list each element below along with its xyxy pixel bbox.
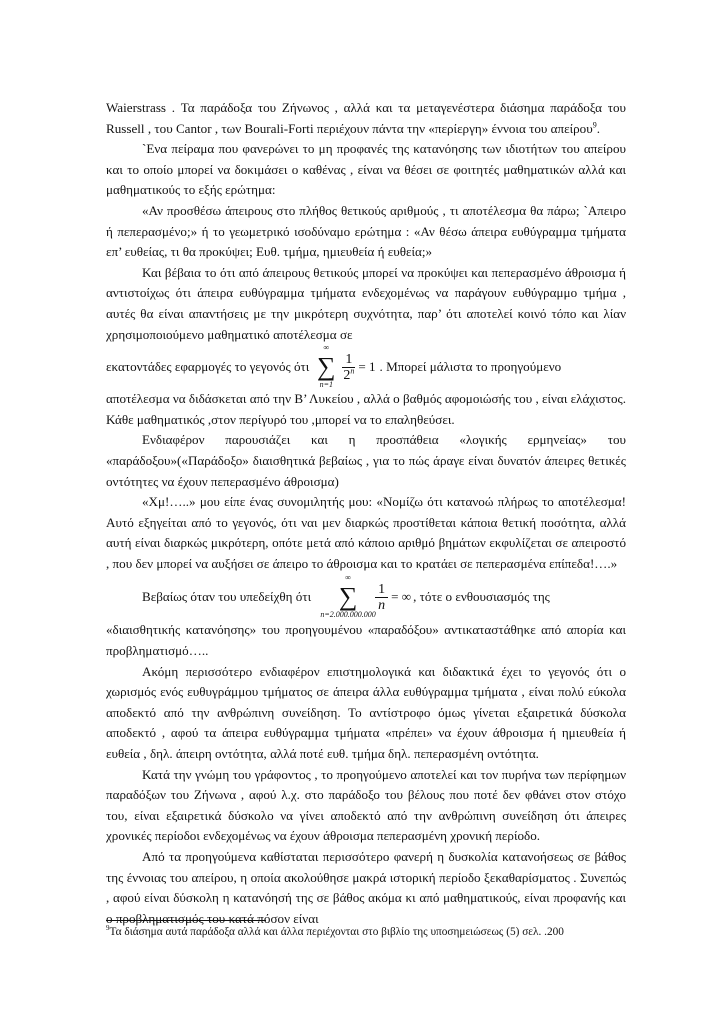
paragraph-6: «Χμ!…..» μου είπε ένας συνομιλητής μου: «Νομίζω ότι κατανοώ πλήρως το αποτέλεσμα! Αυτό εξηγείται από το γεγονός, ότι ναι μεν διαρκώς προστίθεται κάποια θετική ποσότητα, αλλά αυτή είναι διαρκώς μικρότερη, οπότε μετά από κάποιο αριθμό βημάτων εκφυλίζεται σε απειροστό , που δεν μπορεί να αυξήσει σε άπειρο το άθροισμα και το κρατάει σε πεπερασμένα επίπεδα!….» bbox=[106, 494, 626, 571]
paragraph-9: Κατά την γνώμη του γράφοντος , το προηγούμενο αποτελεί και τον πυρήνα των περίφημων παραδόξων του Ζήνωνα , αφού λ.χ. στο παράδοξο του βέλους που ποτέ δεν φθάνει στον στόχο του, είναι εξαιρετικά δύσκολο να γίνει αποδεκτό από την ανθρώπινη συνείδηση ότι άπειρες χρονικές περίοδοι ενδεχομένως να έχουν άθροισμα πεπερασμένη χρονική περίοδο. bbox=[106, 766, 626, 844]
footnote-mark: 9 bbox=[106, 924, 110, 933]
formula-line-1 bbox=[106, 345, 626, 389]
paragraph-3: «Αν προσθέσω άπειρους στο πλήθος θετικούς αριθμούς , τι αποτέλεσμα θα πάρω; `Απειρο ή πεπερασμένο;» ή το γεωμετρικό ισοδύναμο ερώτημα : «Αν θέσω άπειρα ευθύγραμμα τμήματα επ’ ευθείας, τι θα προκύψει; Ευθ. τμήμα, ημιευθεία ή ευθεία;» bbox=[106, 202, 626, 260]
paragraph-1: Waierstrass . Τα παράδοξα του Ζήνωνος , αλλά και τα μεταγενέστερα διάσημα παράδοξα του Russell , του Cantor , των Bourali-Forti περιέχουν πάντα την «περίεργη» έννοια του απείρου$^9$. bbox=[106, 100, 626, 136]
paragraph-4: Και βέβαια το ότι από άπειρους θετικούς μπορεί να προκύψει και πεπερασμένο άθροισμα ή αντιστοίχως ότι άπειρα ευθύγραμμα τμήματα ενδεχομένως να παράγουν ευθύγραμμο τμήμα , αυτές θα είναι απαντήσεις με την μικρότερη συχνότητα, παρ’ ότι αποτελεί κοινό τόπο και λίαν χρησιμοποιούμενο μαθηματικό αποτέλεσμα σε bbox=[106, 264, 626, 342]
formula-lead-text: εκατοντάδες εφαρμογές το γεγονός ότι bbox=[106, 358, 310, 374]
sum-symbol: ∞ ∑ n=1 bbox=[317, 343, 336, 390]
formula-lead-text: Βεβαίως όταν του υπεδείχθη ότι bbox=[142, 589, 312, 605]
formula-result: = 1 bbox=[358, 358, 376, 374]
formula-tail-text: . Μπορεί μάλιστα το προηγούμενο bbox=[379, 358, 562, 374]
formula-line-2 bbox=[106, 574, 626, 620]
fraction: $\frac{1}{n}$ bbox=[375, 582, 388, 613]
paragraph-7-continued: «διαισθητικής κατανόησης» του προηγουμένου «παραδόξου» αντικαταστάθηκε από απορία και προβληματισμό….. bbox=[106, 622, 626, 659]
harmonic-series-formula bbox=[320, 573, 412, 620]
paragraph-10: Από τα προηγούμενα καθίσταται περισσότερο φανερή η δυσκολία κατανοήσεως σε βάθος της έννοιας του απείρου, η οποία ακολούθησε μακρά ιστορική περίοδο ξεκαθαρίσματος . Συνεπώς , αφού είναι δύσκολη η κατανόησή της σε βάθος ακόμα κι από μαθηματικούς, είναι προφανής και ο προβληματισμός του κατά πόσον είναι bbox=[106, 849, 626, 926]
footnote-text: Τα διάσημα αυτά παράδοξα αλλά και άλλα περιέχονται στο βιβλίο της υποσημειώσεως (5) σελ. .200 bbox=[109, 926, 564, 938]
geometric-series-formula bbox=[313, 343, 376, 390]
paragraph-4-continued: αποτέλεσμα να διδάσκεται από την Β’ Λυκείου , αλλά ο βαθμός αφομοιώσής του , είναι ελάχιστος. Κάθε μαθηματικός ,στον περίγυρό του ,μπορεί να το επαληθεύσει. bbox=[106, 391, 626, 427]
paragraph-5: Ενδιαφέρον παρουσιάζει και η προσπάθεια «λογικής ερμηνείας» του «παράδοξου»(«Παράδοξο» διαισθητικά βεβαίως , για το πώς άραγε είναι δυνατόν άπειρες θετικές οντότητες να έχουν πεπερασμένο άθροισμα) bbox=[106, 432, 626, 489]
footnote-separator bbox=[106, 920, 266, 921]
fraction: $\frac{1}{2^n}$ bbox=[343, 351, 355, 383]
footnote-reference: 9 bbox=[592, 120, 597, 130]
footnote bbox=[106, 925, 646, 939]
paragraph-8: Ακόμη περισσότερο ενδιαφέρον επιστημολογικά και διδακτικά έχει το γεγονός ότι ο χωρισμός ενός ευθυγράμμου τμήματος σε άπειρα άλλα ευθύγραμμα τμήματα , είναι πολύ εύκολα αποδεκτό από την ανθρώπινη συνείδηση. Το αντίστροφο όμως γίνεται εξαιρετικά δύσκολα αποδεκτό , αφού τα άπειρα ευθύγραμμα τμήματα «πρέπει» να έχουν άθροισμα ή ημιευθεία ή ευθεία , δηλ. άπειρη οντότητα, αλλά ποτέ ευθ. τμήμα δηλ. πεπερασμένη οντότητα. bbox=[106, 663, 626, 762]
formula-result: = ∞ bbox=[391, 589, 412, 605]
sum-symbol: ∞ ∑ n=2.000.000.000 bbox=[320, 573, 376, 620]
formula-tail-text: , τότε ο ενθουσιασμός της bbox=[413, 589, 550, 605]
document-body bbox=[106, 98, 626, 929]
paragraph-2: `Ενα πείραμα που φανερώνει το μη προφανές της κατανόησης των ιδιοτήτων του απείρου και το οποίο μπορεί να δοκιμάσει ο καθένας , είναι να θέσει σε φοιτητές μαθηματικών αλλά και μαθηματικούς το εξής ερώτημα: bbox=[106, 141, 626, 198]
